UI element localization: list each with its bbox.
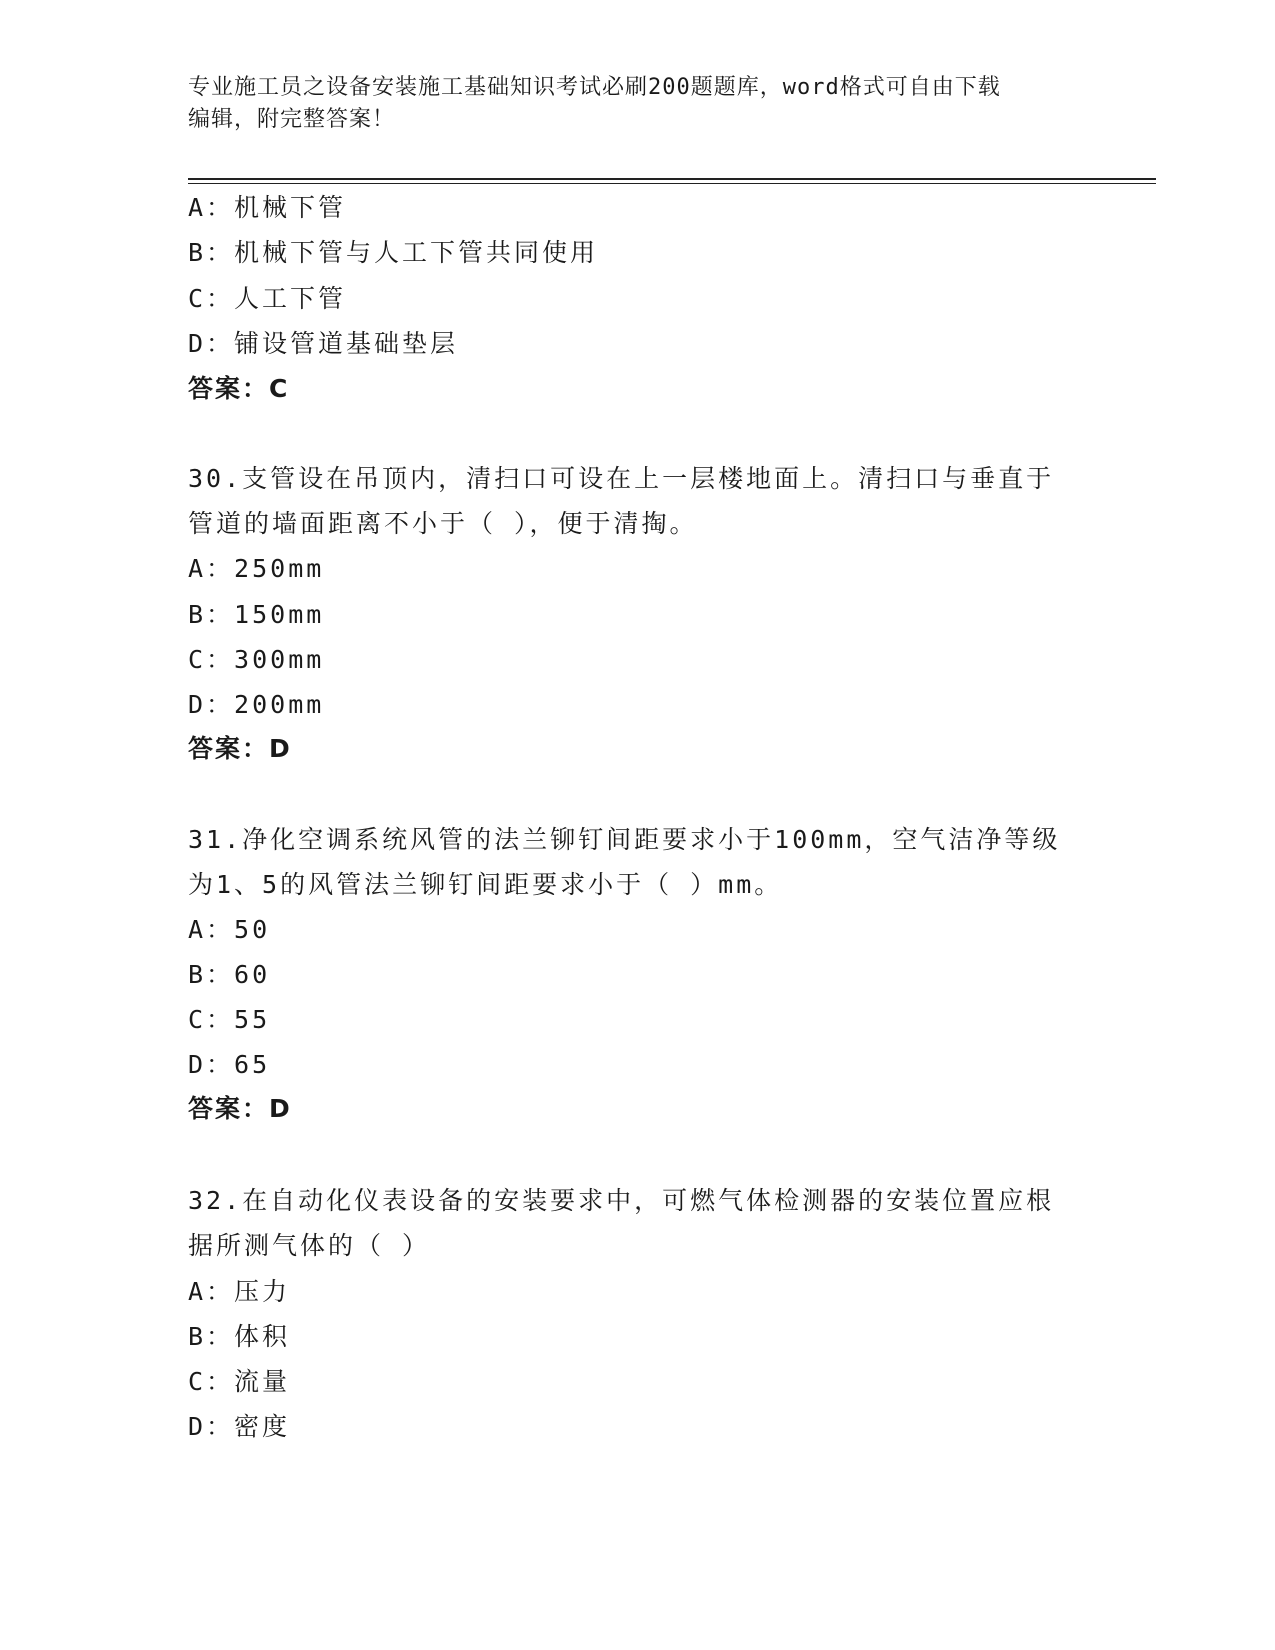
q30-answer: 答案：D xyxy=(188,734,292,763)
q30-option-c: C：300mm xyxy=(188,645,325,674)
q30-option-d: D：200mm xyxy=(188,690,325,719)
q32-option-b: B：体积 xyxy=(188,1322,291,1351)
q32-option-a: A：压力 xyxy=(188,1277,291,1306)
q29-option-d: D：铺设管道基础垫层 xyxy=(188,329,459,358)
q32-stem-line-1: 32.在自动化仪表设备的安装要求中，可燃气体检测器的安装位置应根 xyxy=(188,1186,1055,1215)
q29-option-c: C：人工下管 xyxy=(188,284,347,313)
header-line-1: 专业施工员之设备安装施工基础知识考试必刷200题题库，word格式可自由下载 xyxy=(188,75,1001,100)
q32-stem-line-2: 据所测气体的（ ） xyxy=(188,1231,431,1260)
q31-option-d: D：65 xyxy=(188,1050,271,1079)
q31-option-b: B：60 xyxy=(188,960,271,989)
q30-option-b: B：150mm xyxy=(188,600,325,629)
q31-stem-line-1: 31.净化空调系统风管的法兰铆钉间距要求小于100mm，空气洁净等级 xyxy=(188,825,1061,854)
q31-answer: 答案：D xyxy=(188,1094,292,1123)
q30-option-a: A：250mm xyxy=(188,554,325,583)
q32-option-d: D：密度 xyxy=(188,1412,291,1441)
q30-stem-line-2: 管道的墙面距离不小于（ ），便于清掏。 xyxy=(188,509,698,538)
document-header xyxy=(188,72,1088,136)
q29-answer: 答案：C xyxy=(188,374,290,403)
q31-option-a: A：50 xyxy=(188,915,271,944)
header-divider-thin xyxy=(188,183,1156,184)
q31-option-c: C：55 xyxy=(188,1005,271,1034)
header-divider-thick xyxy=(188,178,1156,180)
q32-option-c: C：流量 xyxy=(188,1367,291,1396)
q30-stem-line-1: 30.支管设在吊顶内，清扫口可设在上一层楼地面上。清扫口与垂直于 xyxy=(188,464,1055,493)
q29-option-b: B：机械下管与人工下管共同使用 xyxy=(188,238,599,267)
q31-stem-line-2: 为1、5的风管法兰铆钉间距要求小于（ ）mm。 xyxy=(188,870,783,899)
header-line-2: 编辑，附完整答案！ xyxy=(188,107,396,132)
q29-option-a: A：机械下管 xyxy=(188,193,347,222)
